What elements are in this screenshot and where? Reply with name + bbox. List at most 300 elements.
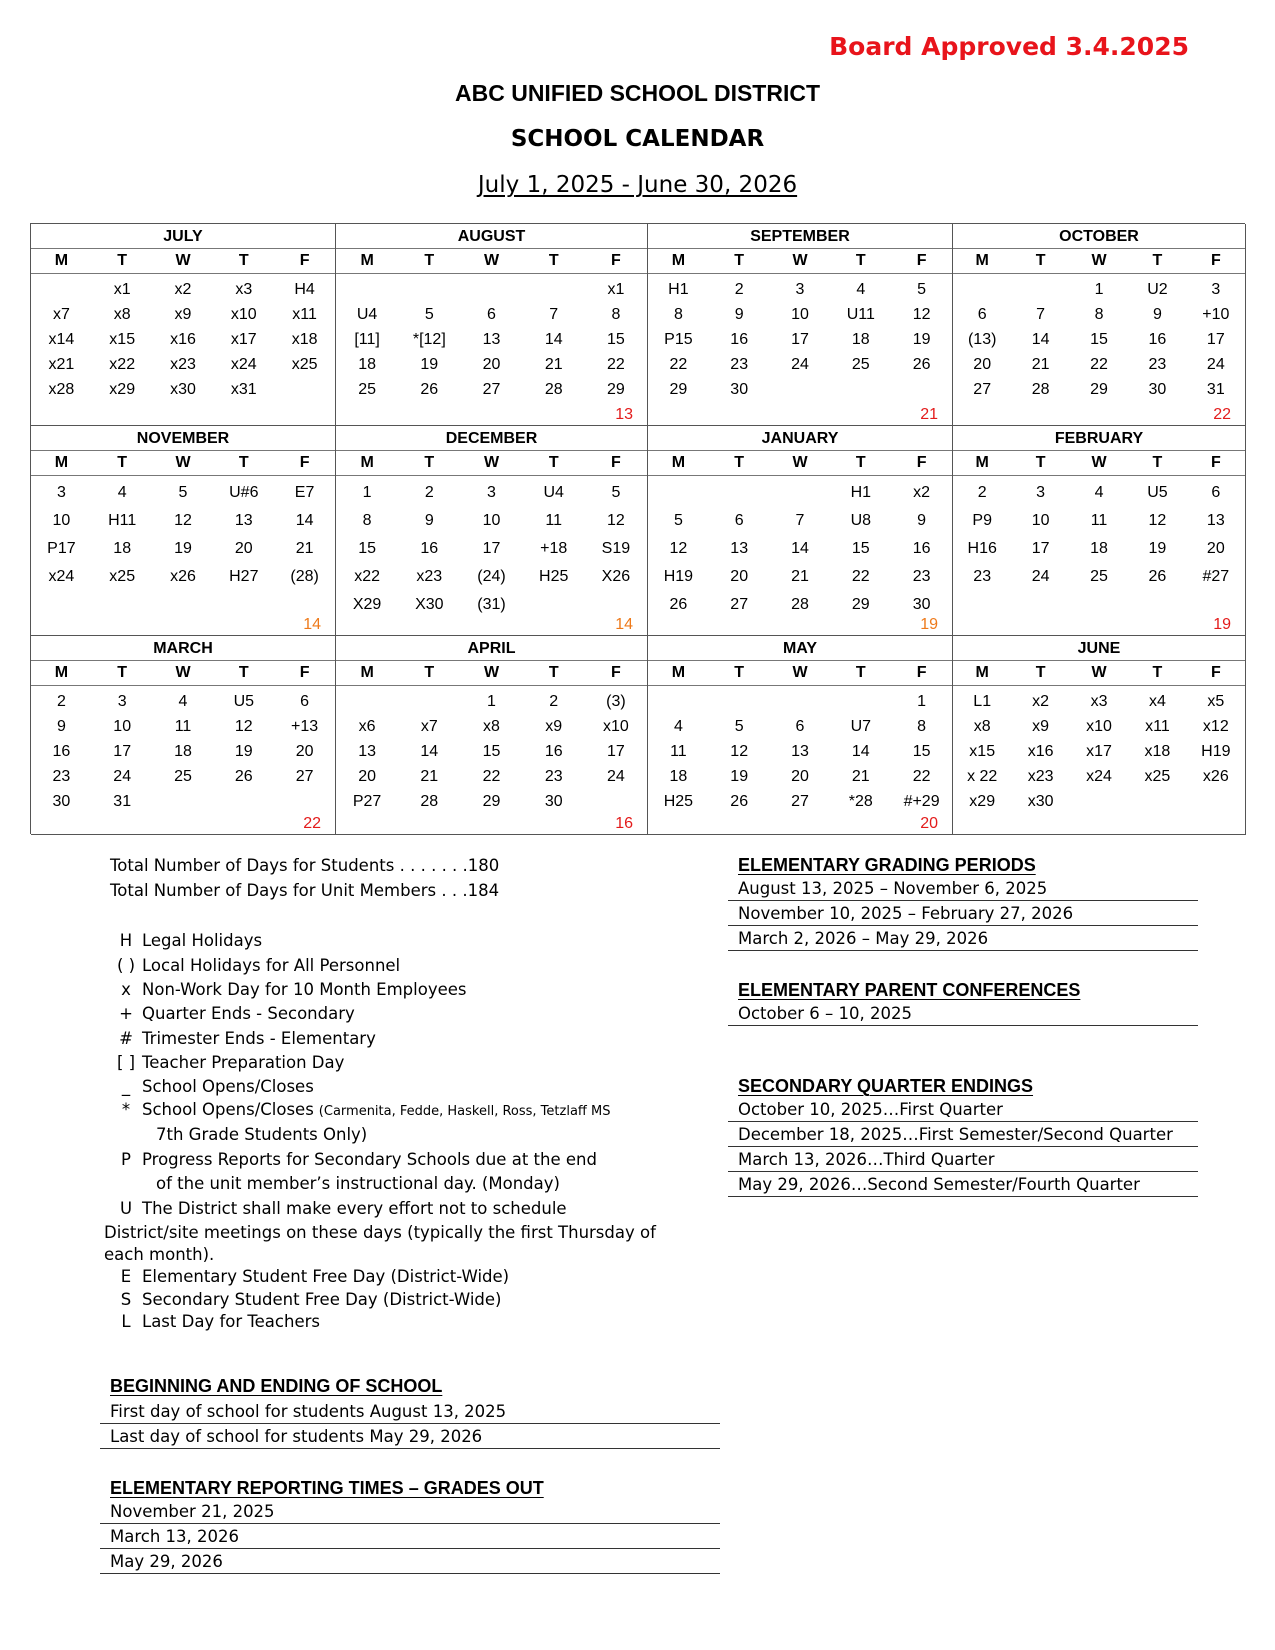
- weekday-label: T: [548, 252, 559, 269]
- day-cell: 28: [791, 596, 809, 613]
- day-cell: 26: [420, 381, 439, 398]
- day-cell: 22: [1090, 356, 1108, 373]
- day-cell: 7: [549, 306, 559, 323]
- weekday-label: T: [117, 454, 128, 471]
- day-cell: [1187, 591, 1245, 619]
- day-cell: 3: [56, 484, 66, 501]
- day-cell: 27: [730, 596, 749, 613]
- week-row: [336, 591, 647, 619]
- total-unit-member-days: Total Number of Days for Unit Members . . .184: [110, 881, 500, 900]
- day-cell: (28): [290, 568, 319, 585]
- day-cell: x29: [969, 793, 996, 810]
- day-cell: 30: [52, 793, 71, 810]
- month-name: JUNE: [953, 636, 1245, 661]
- day-cell: x17: [230, 331, 257, 348]
- month-name: AUGUST: [336, 224, 647, 249]
- legend-symbol: [ ]: [116, 1053, 136, 1072]
- day-cell: 9: [734, 306, 744, 323]
- month-name: DECEMBER: [336, 426, 647, 451]
- day-cell: 13: [1206, 512, 1225, 529]
- day-cell: 2: [424, 484, 434, 501]
- month-day-total: 20: [920, 815, 938, 832]
- legend-text: each month).: [104, 1245, 215, 1264]
- week-row: [31, 764, 335, 789]
- day-cell: H16: [967, 540, 997, 557]
- week-row: [953, 535, 1245, 563]
- day-cell: [274, 591, 335, 619]
- day-cell: H25: [663, 793, 694, 810]
- day-cell: U4: [356, 306, 378, 323]
- day-cell: 5: [673, 512, 683, 529]
- parent-conf-section: [728, 980, 1198, 1026]
- weekday-label: F: [299, 664, 310, 681]
- month-august: [336, 224, 648, 426]
- week-row: [336, 764, 647, 789]
- weekday-label: W: [1091, 664, 1107, 681]
- day-cell: 31: [113, 793, 132, 810]
- day-cell: 9: [1152, 306, 1162, 323]
- day-cell: x11: [292, 306, 317, 323]
- weekday-label: T: [548, 454, 559, 471]
- legend-symbol: +: [119, 1004, 133, 1023]
- day-cell: 27: [791, 793, 809, 810]
- day-cell: 21: [544, 356, 563, 373]
- legend-text: School Opens/Closes: [142, 1077, 314, 1096]
- day-cell: 14: [851, 743, 870, 760]
- day-cell: 5: [734, 718, 744, 735]
- day-cell: 1: [917, 693, 927, 710]
- sec-quarter-title: SECONDARY QUARTER ENDINGS: [738, 1076, 1034, 1096]
- day-cell: 18: [851, 331, 870, 348]
- weekday-header: [953, 661, 1245, 686]
- day-cell: 15: [607, 331, 625, 348]
- week-row: [953, 277, 1245, 302]
- week-row: [648, 714, 952, 739]
- sec-quarter-section: [728, 1076, 1198, 1197]
- day-cell: 24: [113, 768, 132, 785]
- day-cell: [31, 277, 92, 302]
- day-cell: 8: [917, 718, 927, 735]
- day-cell: [1070, 591, 1128, 619]
- day-cell: x25: [1144, 768, 1171, 785]
- weekday-label: W: [483, 664, 500, 681]
- day-cell: 2: [734, 281, 744, 298]
- day-cell: 12: [234, 718, 253, 735]
- weekday-label: T: [734, 252, 745, 269]
- week-row: [31, 507, 335, 535]
- day-cell: x7: [52, 306, 70, 323]
- day-cell: [891, 377, 952, 402]
- day-cell: [709, 479, 770, 507]
- day-cell: 15: [358, 540, 376, 557]
- day-cell: [213, 591, 274, 619]
- day-cell: U#6: [229, 484, 259, 501]
- week-row: [648, 302, 952, 327]
- day-cell: 5: [178, 484, 188, 501]
- day-cell: 5: [611, 484, 621, 501]
- day-cell: U5: [1147, 484, 1168, 501]
- day-cell: 27: [973, 381, 992, 398]
- day-cell: x22: [354, 568, 380, 585]
- day-cell: 19: [1148, 540, 1167, 557]
- beginning-ending-row: Last day of school for students May 29, 2026: [100, 1424, 720, 1449]
- legend-item: [110, 1004, 355, 1023]
- day-cell: 28: [420, 793, 439, 810]
- day-cell: x16: [1027, 743, 1054, 760]
- week-row: [31, 302, 335, 327]
- weekday-header: [31, 451, 335, 476]
- weekday-label: T: [238, 454, 249, 471]
- sec-quarter-row: October 10, 2025…First Quarter: [728, 1097, 1198, 1122]
- day-cell: [770, 377, 831, 402]
- legend-text: Elementary Student Free Day (District-Wide): [142, 1267, 510, 1286]
- day-cell: x24: [1086, 768, 1112, 785]
- legend-symbol: P: [121, 1150, 131, 1169]
- day-cell: x15: [109, 331, 136, 348]
- day-cell: 20: [791, 768, 809, 785]
- weekday-label: W: [792, 252, 808, 269]
- elem-grading-row: August 13, 2025 – November 6, 2025: [728, 876, 1198, 901]
- day-cell: 14: [420, 743, 439, 760]
- day-cell: 11: [670, 743, 687, 760]
- day-cell: [336, 277, 398, 302]
- day-cell: #+29: [903, 793, 940, 810]
- day-cell: 16: [420, 540, 439, 557]
- month-name: APRIL: [336, 636, 647, 661]
- day-cell: [1187, 789, 1245, 814]
- month-name: JULY: [31, 224, 335, 249]
- beginning-ending-rows: [100, 1399, 720, 1449]
- day-cell: 3: [795, 281, 805, 298]
- elem-grading-row: November 10, 2025 – February 27, 2026: [728, 901, 1198, 926]
- month-november: [31, 426, 336, 636]
- week-row: [953, 789, 1245, 814]
- day-cell: 20: [295, 743, 314, 760]
- month-february: [953, 426, 1246, 636]
- day-cell: 19: [912, 331, 931, 348]
- weekday-label: F: [611, 252, 621, 269]
- day-cell: H1: [850, 484, 872, 501]
- weekday-label: W: [175, 252, 191, 269]
- day-cell: 19: [420, 356, 439, 373]
- weekday-label: T: [1152, 252, 1163, 269]
- day-cell: 26: [669, 596, 688, 613]
- legend-item: [110, 1267, 509, 1286]
- day-cell: x5: [1207, 693, 1225, 710]
- weekday-header: [336, 451, 647, 476]
- day-cell: 12: [730, 743, 749, 760]
- day-cell: 10: [482, 512, 501, 529]
- day-cell: x4: [1148, 693, 1166, 710]
- week-row: [648, 739, 952, 764]
- day-cell: L1: [973, 693, 992, 710]
- weekday-label: F: [916, 252, 927, 269]
- weekday-label: T: [734, 454, 745, 471]
- legend-text: Quarter Ends - Secondary: [142, 1004, 355, 1023]
- day-cell: U2: [1147, 281, 1168, 298]
- day-cell: U4: [543, 484, 564, 501]
- week-row: [648, 327, 952, 352]
- day-cell: x28: [48, 381, 75, 398]
- day-cell: x9: [174, 306, 192, 323]
- month-may: [648, 636, 953, 835]
- day-cell: U8: [850, 512, 872, 529]
- day-cell: [830, 689, 891, 714]
- month-name: MARCH: [31, 636, 335, 661]
- legend-item: [110, 1029, 376, 1048]
- weekday-label: T: [1035, 454, 1046, 471]
- day-cell: 20: [1206, 540, 1225, 557]
- legend-item: [156, 1125, 367, 1144]
- day-cell: 1: [1094, 281, 1104, 298]
- weekday-header: [31, 661, 335, 686]
- week-row: [648, 352, 952, 377]
- weekday-label: T: [238, 252, 249, 269]
- month-name: MAY: [648, 636, 952, 661]
- day-cell: 21: [420, 768, 439, 785]
- day-cell: [31, 591, 92, 619]
- day-cell: 26: [1148, 568, 1167, 585]
- week-row: [31, 479, 335, 507]
- day-cell: X29: [352, 596, 382, 613]
- day-cell: x9: [1032, 718, 1050, 735]
- day-cell: 13: [482, 331, 501, 348]
- legend-item: [110, 1077, 314, 1096]
- day-cell: 6: [977, 306, 987, 323]
- week-row: [648, 507, 952, 535]
- legend-symbol: U: [119, 1199, 133, 1218]
- day-cell: 6: [1211, 484, 1221, 501]
- day-cell: x 22: [967, 768, 998, 785]
- legend-symbol: #: [119, 1029, 133, 1048]
- weekday-label: T: [238, 664, 249, 681]
- legend-symbol: L: [121, 1312, 131, 1331]
- day-cell: 5: [917, 281, 927, 298]
- sec-quarter-row: May 29, 2026…Second Semester/Fourth Quarter: [728, 1172, 1198, 1197]
- week-row: [336, 789, 647, 814]
- day-cell: P17: [47, 540, 76, 557]
- month-day-total: 21: [920, 406, 938, 423]
- day-cell: 23: [730, 356, 749, 373]
- week-row: [31, 591, 335, 619]
- day-cell: 26: [234, 768, 253, 785]
- legend-text: Non-Work Day for 10 Month Employees: [142, 980, 467, 999]
- week-row: [953, 764, 1245, 789]
- day-cell: 14: [1031, 331, 1050, 348]
- weekday-label: T: [1035, 252, 1046, 269]
- day-cell: 12: [669, 540, 688, 557]
- calendar-grid: [30, 223, 1245, 834]
- week-row: [336, 739, 647, 764]
- day-cell: H1: [668, 281, 689, 298]
- total-student-days: Total Number of Days for Students . . . . . . .180: [110, 856, 500, 875]
- legend-symbol: H: [119, 931, 133, 950]
- day-cell: 22: [851, 568, 870, 585]
- week-row: [31, 714, 335, 739]
- day-cell: H25: [539, 568, 569, 585]
- day-cell: 30: [1148, 381, 1167, 398]
- weekday-label: T: [1152, 454, 1163, 471]
- legend-item: [110, 980, 466, 999]
- day-cell: 4: [1094, 484, 1104, 501]
- day-cell: 23: [52, 768, 71, 785]
- day-cell: [830, 377, 891, 402]
- day-cell: 6: [487, 306, 496, 323]
- day-cell: H19: [1201, 743, 1231, 760]
- day-cell: [153, 789, 214, 814]
- day-cell: 26: [912, 356, 931, 373]
- weekday-label: M: [360, 664, 374, 681]
- day-cell: 20: [973, 356, 992, 373]
- weekday-label: M: [975, 252, 989, 269]
- day-cell: [523, 277, 585, 302]
- day-cell: 2: [977, 484, 987, 501]
- elem-reporting-title: ELEMENTARY REPORTING TIMES – GRADES OUT: [110, 1478, 544, 1498]
- day-cell: 17: [791, 331, 809, 348]
- week-row: [953, 563, 1245, 591]
- day-cell: [709, 689, 770, 714]
- day-cell: x24: [230, 356, 257, 373]
- day-cell: [398, 277, 460, 302]
- legend-note: (Carmenita, Fedde, Haskell, Ross, Tetzlaff MS: [318, 1104, 611, 1119]
- legend-text: School Opens/Closes: [142, 1100, 314, 1119]
- legend-item: [110, 1312, 320, 1331]
- week-row: [336, 689, 647, 714]
- day-cell: (24): [477, 568, 506, 585]
- day-cell: 15: [851, 540, 870, 557]
- day-cell: [398, 689, 460, 714]
- month-name: FEBRUARY: [953, 426, 1245, 451]
- week-row: [648, 479, 952, 507]
- day-cell: 30: [912, 596, 931, 613]
- weekday-label: M: [360, 454, 374, 471]
- day-cell: 11: [545, 512, 563, 529]
- day-cell: x23: [170, 356, 196, 373]
- day-cell: [92, 591, 153, 619]
- week-row: [336, 563, 647, 591]
- day-cell: 8: [673, 306, 683, 323]
- day-cell: x8: [483, 718, 500, 735]
- week-row: [31, 352, 335, 377]
- day-cell: 20: [482, 356, 501, 373]
- day-cell: 25: [174, 768, 192, 785]
- day-cell: H27: [229, 568, 259, 585]
- day-cell: [523, 591, 585, 619]
- week-row: [336, 507, 647, 535]
- day-cell: [11]: [354, 331, 380, 348]
- weekday-label: W: [792, 454, 808, 471]
- day-cell: +18: [540, 540, 568, 557]
- day-cell: 9: [424, 512, 434, 529]
- day-cell: x30: [170, 381, 196, 398]
- day-cell: 13: [358, 743, 376, 760]
- weekday-label: T: [424, 664, 435, 681]
- legend-item: [104, 1245, 214, 1264]
- day-cell: 18: [174, 743, 192, 760]
- day-cell: [274, 377, 335, 402]
- day-cell: 17: [113, 743, 132, 760]
- day-cell: [953, 591, 1011, 619]
- day-cell: x23: [1027, 768, 1054, 785]
- week-row: [953, 507, 1245, 535]
- week-row: [648, 689, 952, 714]
- day-cell: 4: [673, 718, 683, 735]
- day-cell: *[12]: [412, 331, 446, 348]
- month-june: [953, 636, 1246, 835]
- weekday-label: F: [916, 664, 927, 681]
- weekday-label: M: [975, 664, 989, 681]
- legend-text: Legal Holidays: [142, 931, 263, 950]
- legend-item: [110, 931, 262, 950]
- day-cell: x1: [113, 281, 131, 298]
- day-cell: 10: [52, 512, 71, 529]
- right-column: [728, 855, 1198, 1194]
- day-cell: 17: [1206, 331, 1225, 348]
- day-cell: 13: [730, 540, 749, 557]
- week-row: [31, 327, 335, 352]
- weekday-label: F: [611, 664, 621, 681]
- day-cell: [585, 789, 647, 814]
- day-cell: x26: [1202, 768, 1229, 785]
- weekday-label: F: [299, 252, 310, 269]
- day-cell: 21: [851, 768, 870, 785]
- day-cell: 6: [300, 693, 310, 710]
- day-cell: 16: [52, 743, 71, 760]
- day-cell: 10: [791, 306, 809, 323]
- week-row: [953, 739, 1245, 764]
- month-march: [31, 636, 336, 835]
- day-cell: [770, 479, 831, 507]
- week-row: [648, 277, 952, 302]
- weekday-label: W: [792, 664, 808, 681]
- day-cell: 6: [795, 718, 805, 735]
- sec-quarter-row: March 13, 2026…Third Quarter: [728, 1147, 1198, 1172]
- parent-conf-row: October 6 – 10, 2025: [728, 1001, 1198, 1026]
- date-range: July 1, 2025 - June 30, 2026: [477, 172, 798, 198]
- week-row: [336, 479, 647, 507]
- weekday-header: [953, 451, 1245, 476]
- day-cell: 7: [795, 512, 805, 529]
- legend-item: [110, 1199, 567, 1218]
- elem-grading-section: [728, 855, 1198, 951]
- district-title: ABC UNIFIED SCHOOL DISTRICT: [454, 80, 821, 106]
- day-cell: x12: [1202, 718, 1229, 735]
- day-cell: 30: [730, 381, 749, 398]
- week-row: [31, 789, 335, 814]
- weekday-label: T: [548, 664, 559, 681]
- day-cell: x11: [1145, 718, 1170, 735]
- legend-text: Last Day for Teachers: [142, 1312, 320, 1331]
- weekday-header: [336, 249, 647, 274]
- week-row: [31, 277, 335, 302]
- day-cell: P27: [352, 793, 382, 810]
- day-cell: 29: [1090, 381, 1108, 398]
- day-cell: x9: [545, 718, 563, 735]
- day-cell: 10: [113, 718, 132, 735]
- day-cell: [336, 689, 398, 714]
- day-cell: x3: [1090, 693, 1108, 710]
- day-cell: U7: [850, 718, 872, 735]
- month-day-total: 14: [615, 616, 633, 633]
- day-cell: (31): [477, 596, 506, 613]
- day-cell: 20: [730, 568, 749, 585]
- day-cell: +10: [1202, 306, 1230, 323]
- day-cell: 12: [607, 512, 625, 529]
- weekday-label: F: [611, 454, 621, 471]
- day-cell: 15: [912, 743, 931, 760]
- weekday-label: T: [1152, 664, 1163, 681]
- legend-text: of the unit member’s instructional day. (Monday): [156, 1174, 560, 1193]
